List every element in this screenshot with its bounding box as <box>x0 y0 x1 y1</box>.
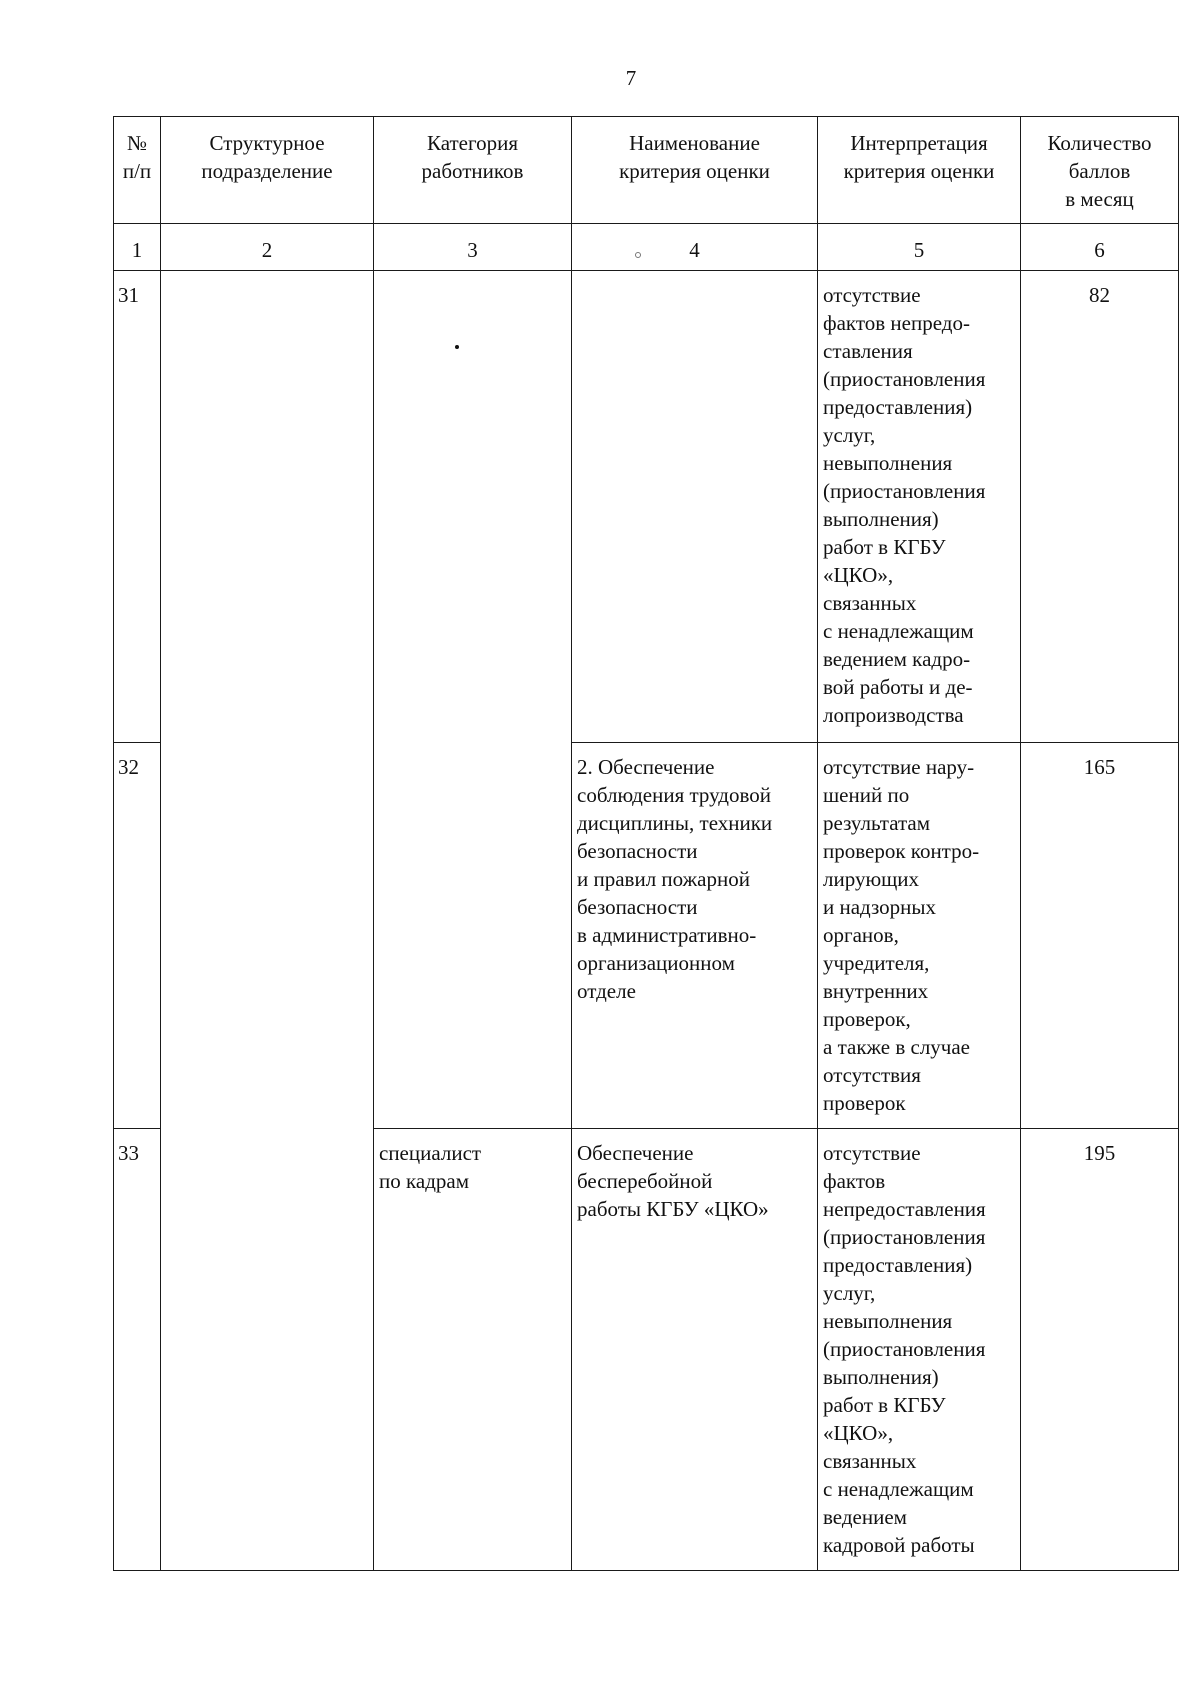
table-row <box>114 271 1179 743</box>
column-number: 4 <box>572 224 818 271</box>
category-cell <box>374 271 572 1129</box>
column-number: 5 <box>818 224 1021 271</box>
criterion-cell: 2. Обеспечение соблюдения трудовой дисциплины, техники безопасности и правил пожарной безопасности в административно- организационном отделе <box>572 743 818 1129</box>
header-points: Количество баллов в месяц <box>1021 117 1179 224</box>
header-category: Категория работников <box>374 117 572 224</box>
category-cell: специалист по кадрам <box>374 1129 572 1571</box>
column-number: 2 <box>161 224 374 271</box>
column-number: 6 <box>1021 224 1179 271</box>
header-department: Структурное подразделение <box>161 117 374 224</box>
header-row <box>114 117 1179 224</box>
header-num: № п/п <box>114 117 161 224</box>
row-number: 33 <box>114 1129 161 1571</box>
points-cell: 195 <box>1021 1129 1179 1571</box>
points-cell: 82 <box>1021 271 1179 743</box>
column-number: 3 <box>374 224 572 271</box>
interpretation-cell: отсутствие нару- шений по результатам проверок контро- лирующих и надзорных органов, учредителя, внутренних проверок, а также в случае отсутствия проверок <box>818 743 1021 1129</box>
column-number-row <box>114 224 1179 271</box>
interpretation-cell: отсутствие фактов непредоставления (приостановления предоставления) услуг, невыполнения (приостановления выполнения) работ в КГБУ «ЦКО», связанных с ненадлежащим ведением кадровой работы <box>818 1129 1021 1571</box>
criteria-table <box>113 116 1179 1571</box>
department-cell <box>161 271 374 1571</box>
header-interpretation: Интерпретация критерия оценки <box>818 117 1021 224</box>
criterion-cell: Обеспечение бесперебойной работы КГБУ «ЦКО» <box>572 1129 818 1571</box>
criterion-cell <box>572 271 818 743</box>
row-number: 32 <box>114 743 161 1129</box>
row-number: 31 <box>114 271 161 743</box>
interpretation-cell: отсутствие фактов непредо- ставления (приостановления предоставления) услуг, невыполнения (приостановления выполнения) работ в КГБУ «ЦКО», связанных с ненадлежащим ведением кадро- вой работы и де- лопроизводства <box>818 271 1021 743</box>
header-criterion: Наименование критерия оценки <box>572 117 818 224</box>
column-number: 1 <box>114 224 161 271</box>
page-number: 7 <box>625 66 637 90</box>
points-cell: 165 <box>1021 743 1179 1129</box>
